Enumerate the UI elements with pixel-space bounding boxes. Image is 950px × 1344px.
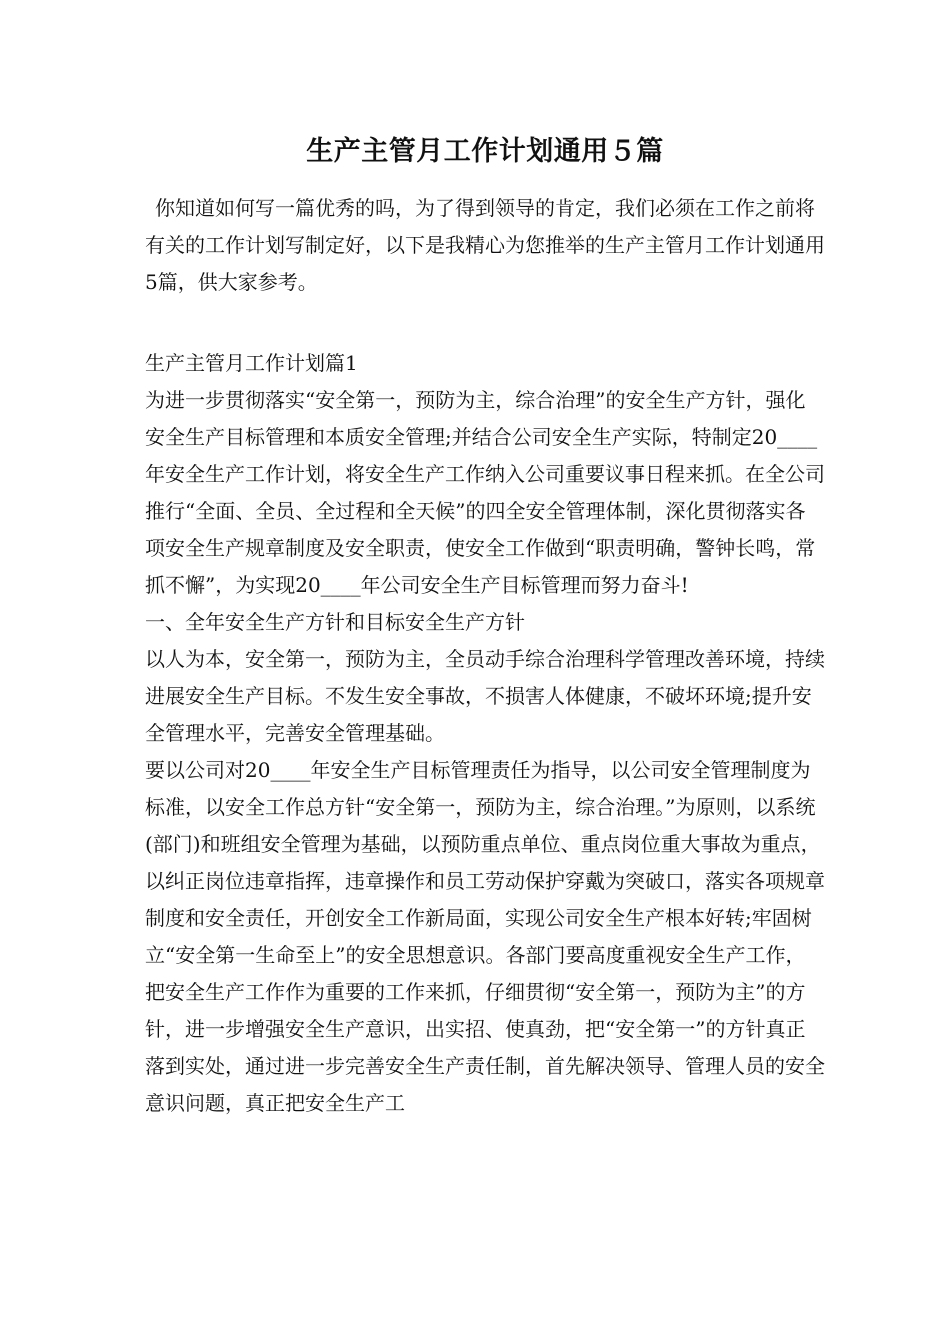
intro-paragraph: 你知道如何写一篇优秀的吗，为了得到领导的肯定，我们必须在工作之前将有关的工作计划写制定好，以下是我精心为您推举的生产主管月工作计划通用5篇，供大家参考。 [145,196,825,294]
body-paragraph: 要以公司对20____年安全生产目标管理责任为指导，以公司安全管理制度为标准，以安全工作总方针“安全第一，预防为主，综合治理。”为原则，以系统(部门)和班组安全管理为基础，以预防重点单位、重点岗位重大事故为重点，以纠正岗位违章指挥，违章操作和员工劳动保护穿戴为突破口，落实各项规章制度和安全责任，开创安全工作新局面，实现公司安全生产根本好转;牢固树立“安全第一生命至上”的安全思想意识。各部门要高度重视安全生产工作，把安全生产工作作为重要的工作来抓，仔细贯彻“安全第一，预防为主”的方针，进一步增强安全生产意识，出实招、使真劲，把“安全第一”的方针真正落到实处，通过进一步完善安全生产责任制，首先解决领导、管理人员的安全意识问题，真正把安全生产工 [145,758,825,1115]
body-paragraph: 以人为本，安全第一，预防为主，全员动手综合治理科学管理改善环境，持续进展安全生产目标。不发生安全事故，不损害人体健康，不破坏环境;提升安全管理水平，完善安全管理基础。 [145,647,825,745]
body-paragraph: 为进一步贯彻落实“安全第一，预防为主，综合治理”的安全生产方针，强化安全生产目标管理和本质安全管理;并结合公司安全生产实际，特制定20____年安全生产工作计划，将安全生产工作纳入公司重要议事日程来抓。在全公司推行“全面、全员、全过程和全天候”的四全安全管理体制，深化贯彻落实各项安全生产规章制度及安全职责，使安全工作做到“职责明确，警钟长鸣，常抓不懈”，为实现20____年公司安全生产目标管理而努力奋斗! [145,388,825,597]
section-heading: 生产主管月工作计划篇1 [145,351,358,375]
body-paragraph: 一、全年安全生产方针和目标安全生产方针 [145,610,525,634]
document-page [145,128,825,1122]
document-title: 生产主管月工作计划通用５篇 [306,136,664,167]
